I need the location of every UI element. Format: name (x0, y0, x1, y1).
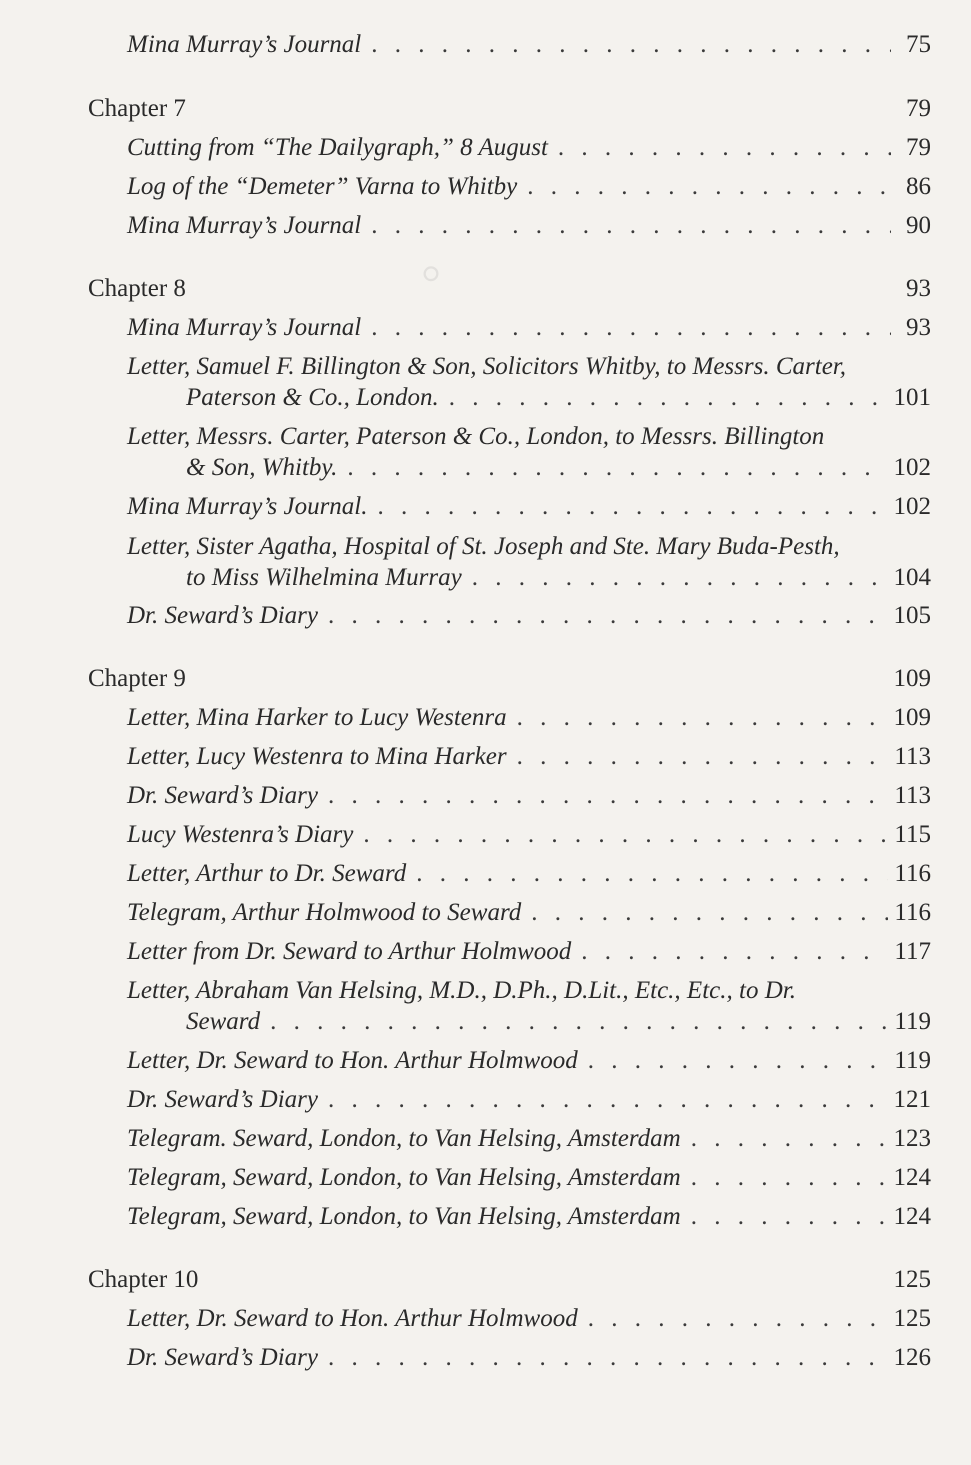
toc-entry[interactable] (127, 133, 931, 163)
entry-title-line2: & Son, Whitby. (186, 454, 338, 481)
page-number: 105 (893, 602, 931, 629)
page-number: 119 (894, 1008, 931, 1035)
toc-entry[interactable] (127, 1046, 931, 1076)
dot-leader (558, 133, 891, 163)
entry-title: Telegram, Seward, London, to Van Helsing, Amsterdam (127, 1164, 681, 1191)
page-number: 117 (894, 938, 931, 965)
entry-title-line1: Letter, Abraham Van Helsing, M.D., D.Ph., D.Lit., Etc., Etc., to Dr. (127, 977, 796, 1004)
page-number: 109 (893, 704, 931, 731)
chapter-heading-8[interactable] (88, 274, 931, 304)
toc-entry[interactable] (127, 703, 931, 733)
page-number: 115 (894, 821, 931, 848)
page-number: 104 (893, 564, 931, 591)
entry-title-line1: Letter, Messrs. Carter, Paterson & Co., London, to Messrs. Billington (127, 423, 825, 450)
toc-entry-line2[interactable] (186, 1007, 931, 1037)
toc-entry[interactable] (127, 1304, 931, 1334)
entry-title: Cutting from “The Dailygraph,” 8 August (127, 134, 548, 161)
toc-entry[interactable] (127, 211, 931, 241)
toc-entry[interactable] (127, 898, 931, 928)
dot-leader (371, 211, 891, 241)
page-number: 124 (893, 1203, 931, 1230)
page-number: 79 (906, 134, 931, 161)
toc-entry[interactable] (127, 172, 931, 202)
toc-entry[interactable] (127, 820, 931, 850)
entry-title: Telegram. Seward, London, to Van Helsing, Amsterdam (127, 1125, 681, 1152)
entry-title-line2: Paterson & Co., London. (186, 384, 439, 411)
page-number: 125 (893, 1305, 931, 1332)
entry-title: Dr. Seward’s Diary (127, 782, 318, 809)
toc-entry[interactable] (127, 30, 931, 60)
toc-entry[interactable] (127, 937, 931, 967)
entry-title: Log of the “Demeter” Varna to Whitby (127, 173, 518, 200)
dot-leader (378, 492, 888, 522)
toc-entry[interactable] (127, 742, 931, 772)
dot-leader (588, 1046, 889, 1076)
toc-entry-line1[interactable] (127, 976, 867, 1006)
entry-title: Mina Murray’s Journal (127, 314, 362, 341)
toc-entry-line1[interactable] (127, 352, 867, 382)
toc-entry-line1[interactable] (127, 532, 867, 562)
dot-leader (347, 453, 887, 483)
toc-entry[interactable] (127, 1085, 931, 1115)
dot-leader (371, 30, 891, 60)
page-number: 102 (893, 493, 931, 520)
page-number: 125 (893, 1266, 931, 1293)
page-number: 121 (893, 1086, 931, 1113)
dot-leader (270, 1007, 888, 1037)
chapter-title: Chapter 9 (88, 665, 186, 692)
toc-entry[interactable] (127, 313, 931, 343)
entry-title: Mina Murray’s Journal (127, 31, 362, 58)
page-number: 86 (906, 173, 931, 200)
entry-title: Telegram, Arthur Holmwood to Seward (127, 899, 522, 926)
chapter-heading-9[interactable] (88, 664, 931, 694)
page-number: 90 (906, 212, 931, 239)
entry-title: Letter, Dr. Seward to Hon. Arthur Holmwood (127, 1047, 578, 1074)
dot-leader (527, 172, 891, 202)
dot-leader (581, 937, 888, 967)
dot-leader (472, 563, 888, 593)
chapter-title: Chapter 10 (88, 1266, 199, 1293)
page-number: 123 (893, 1125, 931, 1152)
dot-leader (363, 820, 888, 850)
entry-title: Telegram, Seward, London, to Van Helsing, Amsterdam (127, 1203, 681, 1230)
entry-title: Letter, Mina Harker to Lucy Westenra (127, 704, 507, 731)
entry-title-line2: Seward (186, 1008, 261, 1035)
page-number: 126 (893, 1344, 931, 1371)
page-number: 109 (893, 665, 931, 692)
toc-entry-line2[interactable] (186, 563, 931, 593)
entry-title: Dr. Seward’s Diary (127, 602, 318, 629)
show-through-heading-decoration: ◦ (420, 239, 442, 307)
chapter-title: Chapter 8 (88, 275, 186, 302)
dot-leader (588, 1304, 888, 1334)
entry-title: Letter, Arthur to Dr. Seward (127, 860, 407, 887)
entry-title: Lucy Westenra’s Diary (127, 821, 354, 848)
entry-title: Letter, Lucy Westenra to Mina Harker (127, 743, 507, 770)
entry-title: Dr. Seward’s Diary (127, 1086, 318, 1113)
entry-title-line2: to Miss Wilhelmina Murray (186, 564, 462, 591)
dot-leader (371, 313, 891, 343)
dot-leader (691, 1202, 888, 1232)
dot-leader (328, 1085, 888, 1115)
toc-entry[interactable] (127, 1124, 931, 1154)
dot-leader (328, 781, 888, 811)
dot-leader (416, 859, 888, 889)
entry-title: Letter from Dr. Seward to Arthur Holmwood (127, 938, 572, 965)
dot-leader (328, 601, 888, 631)
page-number: 93 (906, 275, 931, 302)
toc-entry[interactable] (127, 492, 931, 522)
dot-leader (531, 898, 888, 928)
toc-entry-line2[interactable] (186, 383, 931, 413)
dot-leader (691, 1163, 888, 1193)
toc-entry[interactable] (127, 601, 931, 631)
page-number: 113 (894, 782, 931, 809)
page-number: 101 (893, 384, 931, 411)
page-number: 113 (894, 743, 931, 770)
toc-entry-line2[interactable] (186, 453, 931, 483)
page-number: 119 (894, 1047, 931, 1074)
entry-title: Mina Murray’s Journal (127, 212, 362, 239)
toc-entry-line1[interactable] (127, 422, 867, 452)
toc-entry[interactable] (127, 859, 931, 889)
entry-title-line1: Letter, Sister Agatha, Hospital of St. Joseph and Ste. Mary Buda-Pesth, (127, 533, 840, 560)
page-number: 79 (906, 95, 931, 122)
page-number: 116 (894, 860, 931, 887)
page-number: 124 (893, 1164, 931, 1191)
chapter-heading-7[interactable] (88, 94, 931, 124)
chapter-title: Chapter 7 (88, 95, 186, 122)
page-number: 93 (906, 314, 931, 341)
dot-leader (328, 1343, 888, 1373)
dot-leader (517, 742, 889, 772)
dot-leader (691, 1124, 888, 1154)
dot-leader (517, 703, 888, 733)
page-number: 102 (893, 454, 931, 481)
entry-title: Dr. Seward’s Diary (127, 1344, 318, 1371)
page-number: 75 (906, 31, 931, 58)
entry-title: Letter, Dr. Seward to Hon. Arthur Holmwood (127, 1305, 578, 1332)
toc-entry[interactable] (127, 1202, 931, 1232)
toc-entry[interactable] (127, 1343, 931, 1373)
entry-title: Mina Murray’s Journal. (127, 493, 368, 520)
entry-title-line1: Letter, Samuel F. Billington & Son, Solicitors Whitby, to Messrs. Carter, (127, 353, 846, 380)
chapter-heading-10[interactable] (88, 1265, 931, 1295)
toc-entry[interactable] (127, 781, 931, 811)
page-number: 116 (894, 899, 931, 926)
toc-entry[interactable] (127, 1163, 931, 1193)
dot-leader (449, 383, 888, 413)
